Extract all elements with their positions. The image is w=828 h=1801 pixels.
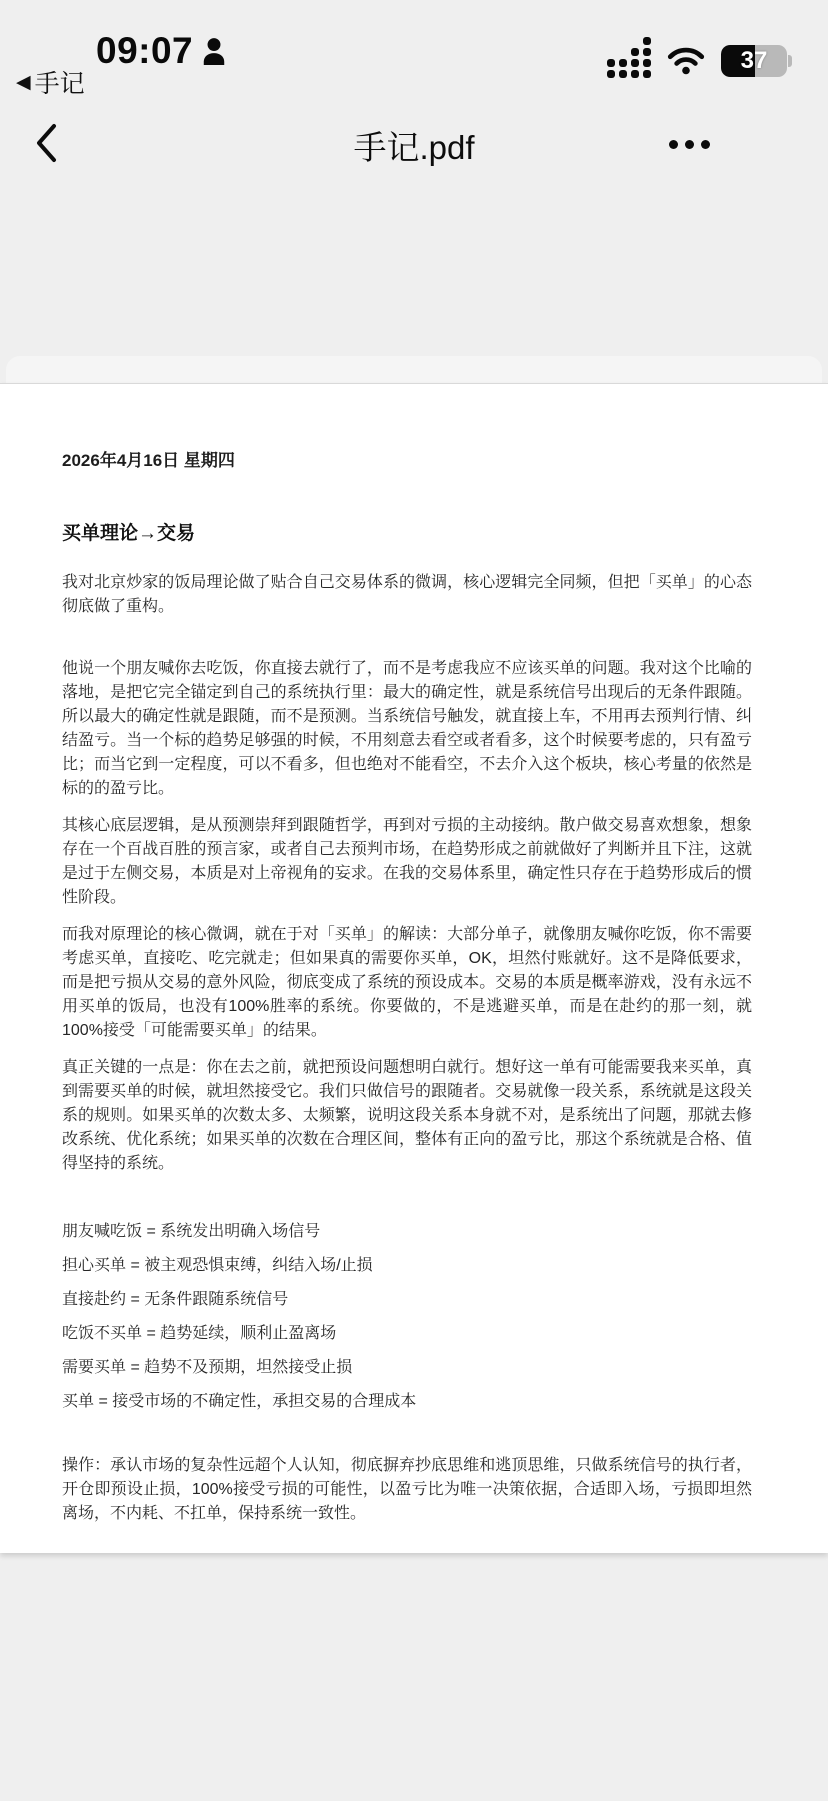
mapping-line: 买单 = 接受市场的不确定性，承担交易的合理成本 (62, 1393, 417, 1410)
operation-paragraph: 操作：承认市场的复杂性远超个人认知，彻底摒弃抄底思维和逃顶思维，只做系统信号的执行者，开仓即预设止损，100%接受亏损的可能性，以盈亏比为唯一决策依据，合适即入场，亏损即坦然离场，不内耗、不扛单，保持系统一致性。 (62, 1457, 752, 1522)
paragraph: 他说一个朋友喊你去吃饭，你直接去就行了，而不是考虑我应不应该买单的问题。我对这个比喻的落地，是把它完全锚定到自己的系统执行里：最大的确定性，就是系统信号出现后的无条件跟随。所以最大的确定性就是跟随，而不是预测。当系统信号触发，就直接上车，不用再去预判行情、纠结盈亏。当一个标的趋势足够强的时候，不用刻意去看空或者看多，这个时候要考虑的，只有盈亏比；而当它到一定程度，可以不看多，但也绝对不能看空，不去介入这个板块，核心考量的依然是标的的盈亏比。 (62, 660, 752, 797)
mapping-line: 吃饭不买单 = 趋势延续，顺利止盈离场 (62, 1325, 337, 1342)
status-bar (0, 0, 828, 100)
paragraph: 而我对原理论的核心微调，就在于对「买单」的解读：大部分单子，就像朋友喊你吃饭，你不需要考虑买单，直接吃、吃完就走；但如果真的需要你买单，OK，坦然付账就好。这不是降低要求，而是把亏损从交易的意外风险，彻底变成了系统的预设成本。交易的本质是概率游戏，没有永远不用买单的饭局，也没有100%胜率的系统。你要做的，不是逃避买单，而是在赴约的那一刻，就100%接受「可能需要买单」的结果。 (62, 926, 752, 1039)
more-options-button[interactable] (669, 134, 710, 155)
status-time: 09:07 (96, 30, 194, 71)
nav-bar (0, 100, 828, 188)
paragraph: 其核心底层逻辑，是从预测崇拜到跟随哲学，再到对亏损的主动接纳。散户做交易喜欢想象，想象存在一个百战百胜的预言家，或者自己去预判市场，在趋势形成之前就做好了判断并且下注，这就是过于左侧交易，本质是对上帝视角的妄求。在我的交易体系里，确定性只存在于趋势形成后的惯性阶段。 (62, 817, 752, 906)
back-app-label: 手记 (34, 70, 85, 98)
battery-nub (788, 55, 792, 67)
mapping-line: 朋友喊吃饭 = 系统发出明确入场信号 (62, 1223, 321, 1240)
wifi-icon (667, 47, 705, 75)
mapping-list (62, 1220, 752, 1414)
page-sheet-top-edge (6, 356, 822, 383)
date-heading: 2026年4月16日 星期四 (62, 451, 235, 470)
cellular-signal-icon (607, 44, 651, 78)
section-title: 买单理论→交易 (62, 523, 196, 544)
mapping-line: 担心买单 = 被主观恐惧束缚，纠结入场/止损 (62, 1257, 373, 1274)
more-icon (669, 140, 678, 149)
mapping-line: 直接赴约 = 无条件跟随系统信号 (62, 1291, 289, 1308)
person-icon (201, 37, 227, 65)
battery-icon (721, 45, 792, 77)
paragraph: 我对北京炒家的饭局理论做了贴合自己交易体系的微调，核心逻辑完全同频，但把「买单」的心态彻底做了重构。 (62, 574, 752, 615)
back-triangle-icon: ◀ (16, 71, 31, 93)
mapping-line: 需要买单 = 趋势不及预期，坦然接受止损 (62, 1359, 353, 1376)
paragraph: 真正关键的一点是：你在去之前，就把预设问题想明白就行。想好这一单有可能需要我来买单，真到需要买单的时候，就坦然接受它。我们只做信号的跟随者。交易就像一段关系，系统就是这段关系的规则。如果买单的次数太多、太频繁，说明这段关系本身就不对，是系统出了问题，那就去修改系统、优化系统；如果买单的次数在合理区间，整体有正向的盈亏比，那这个系统就是合格、值得坚持的系统。 (62, 1059, 752, 1172)
document-title: 手记.pdf (353, 129, 475, 166)
battery-percent: 37 (740, 47, 768, 74)
pdf-page[interactable] (0, 383, 828, 1553)
pdf-page-content (0, 384, 828, 1526)
back-to-app-breadcrumb[interactable] (16, 64, 85, 100)
